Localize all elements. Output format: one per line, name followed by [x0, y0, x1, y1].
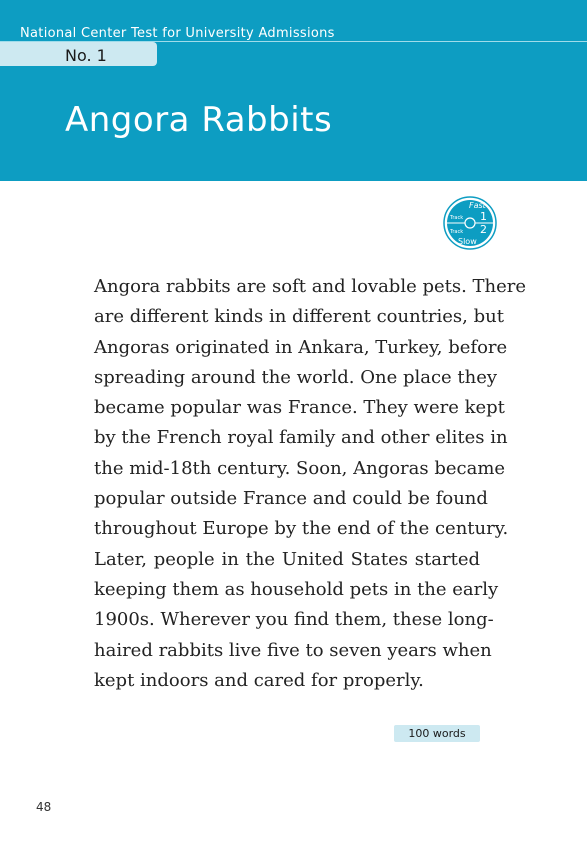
fast-track-label: Track: [450, 215, 464, 221]
audio-track-badge: [443, 196, 497, 250]
article-line: haired rabbits live five to seven years when: [94, 639, 492, 661]
article-line: Later, people in the United States started: [94, 548, 480, 570]
audio-disc-icon: [443, 196, 497, 250]
article-line: became popular was France. They were kept: [94, 397, 505, 419]
article-line: the mid-18th century. Soon, Angoras became: [94, 457, 506, 479]
article-line: kept indoors and cared for properly.: [94, 669, 424, 691]
series-title: National Center Test for University Admissions: [20, 26, 335, 41]
fast-label: Fast: [469, 201, 486, 210]
slow-label: Slow: [458, 237, 477, 246]
article-line: spreading around the world. One place they: [94, 366, 498, 388]
article-line: Angora rabbits are soft and lovable pets. There: [94, 276, 527, 297]
section-number: No. 1: [65, 46, 107, 65]
article-line: popular outside France and could be found: [94, 488, 488, 510]
word-count-badge: 100 words: [394, 725, 480, 742]
article-line: are different kinds in different countries, but: [94, 306, 504, 328]
page-title: Angora Rabbits: [65, 100, 333, 140]
slow-track-label: Track: [450, 229, 464, 235]
article-body: [94, 272, 527, 696]
slow-track-number: 2: [480, 223, 487, 236]
article-line: by the French royal family and other elites in: [94, 427, 508, 449]
article-line: Angoras originated in Ankara, Turkey, before: [94, 336, 508, 358]
page-number: 48: [36, 800, 52, 814]
article-line: keeping them as household pets in the early: [94, 578, 499, 600]
article-line: throughout Europe by the end of the century.: [94, 518, 509, 540]
article-line: 1900s. Wherever you find them, these long-: [94, 609, 494, 631]
fast-track-number: 1: [480, 210, 487, 223]
